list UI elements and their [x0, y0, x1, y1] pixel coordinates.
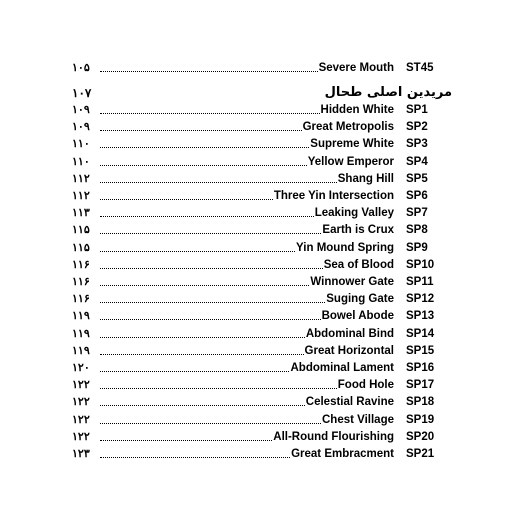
entry-title: Hidden White [320, 104, 394, 116]
page-number: ۱۲۲ [72, 396, 90, 409]
entry-code: SP12 [406, 293, 435, 306]
entry-title: Yellow Emperor [307, 155, 394, 168]
entry-code: SP10 [406, 258, 435, 271]
entry-code: SP19 [406, 413, 435, 426]
entry-title: Sea of Blood [323, 258, 394, 271]
dot-leader [100, 319, 321, 320]
dot-leader [100, 182, 337, 183]
entry-title: Supreme White [310, 138, 394, 151]
entry-title: Abdominal Bind [305, 327, 394, 340]
entry-code: SP4 [406, 155, 428, 168]
toc-entry [72, 153, 452, 169]
entry-code: SP14 [406, 327, 435, 340]
page-number: ۱۱۵ [72, 241, 90, 254]
toc-entry [72, 118, 452, 134]
dot-leader [100, 268, 323, 269]
dot-leader [100, 371, 289, 372]
page-number: ۱۰۵ [72, 62, 90, 74]
toc-entry [72, 273, 452, 289]
entry-code: SP3 [406, 138, 428, 151]
entry-title: Earth is Crux [322, 224, 394, 237]
dot-leader [100, 216, 314, 217]
toc-entry-st45 [72, 59, 452, 75]
toc-entry [72, 445, 452, 461]
page-number: ۱۱۹ [72, 344, 90, 357]
entry-code: SP18 [406, 396, 435, 409]
toc-entry [72, 342, 452, 358]
section-title: مریدین اصلی طحال [324, 85, 452, 100]
dot-leader [100, 233, 321, 234]
dot-leader [100, 113, 320, 114]
dot-leader [100, 405, 305, 406]
dot-leader [100, 165, 307, 166]
page-number: ۱۲۳ [72, 448, 90, 460]
dot-leader [100, 302, 325, 303]
toc-entry [72, 170, 452, 186]
dot-leader [100, 440, 272, 441]
dot-leader [100, 251, 295, 252]
toc-entry [72, 290, 452, 306]
entry-code: SP1 [406, 104, 428, 116]
entry-title: Leaking Valley [314, 207, 394, 220]
page-number: ۱۱۲ [72, 190, 90, 202]
toc-entry [72, 411, 452, 427]
toc-entry [72, 376, 452, 392]
toc-entry [72, 325, 452, 341]
page-number: ۱۱۲ [72, 172, 90, 185]
entry-title: Great Embracment [291, 448, 394, 460]
page-number: ۱۱۵ [72, 224, 90, 237]
toc-entry [72, 221, 452, 237]
entry-title: Bowel Abode [321, 310, 394, 323]
page-number: ۱۲۲ [72, 413, 90, 426]
entry-code: SP5 [406, 172, 428, 185]
page-number: ۱۱۳ [72, 207, 90, 220]
dot-leader [100, 457, 290, 458]
entry-title: Three Yin Intersection [273, 190, 394, 202]
toc-entry [72, 359, 452, 375]
dot-leader [100, 71, 318, 72]
entry-title: Severe Mouth [318, 62, 394, 74]
entry-code: SP9 [406, 241, 428, 254]
page-number: ۱۱۰ [72, 155, 90, 168]
entry-code: SP8 [406, 224, 428, 237]
toc-entry [72, 204, 452, 220]
toc-entry [72, 239, 452, 255]
toc-entry [72, 428, 452, 444]
page-number: ۱۱۹ [72, 327, 90, 340]
entry-code: SP2 [406, 121, 428, 134]
section-page-number: ۱۰۷ [72, 86, 92, 100]
toc-entry [72, 187, 452, 203]
entry-code: SP16 [406, 362, 435, 374]
dot-leader [100, 337, 305, 338]
entry-code: SP15 [406, 344, 435, 357]
dot-leader [100, 147, 309, 148]
page-number: ۱۲۲ [72, 379, 90, 392]
toc-entry [72, 256, 452, 272]
page-number: ۱۰۹ [72, 121, 90, 134]
page-number: ۱۲۲ [72, 430, 90, 443]
entry-code: SP13 [406, 310, 435, 323]
page-number: ۱۱۹ [72, 310, 90, 323]
page-number: ۱۱۰ [72, 138, 90, 151]
entry-code: SP11 [406, 276, 434, 288]
entry-title: Great Metropolis [302, 121, 394, 134]
dot-leader [100, 354, 304, 355]
entry-code: ST45 [406, 62, 434, 74]
entry-code: SP20 [406, 430, 435, 443]
entry-title: Food Hole [337, 379, 394, 392]
page-number: ۱۱۶ [72, 293, 90, 306]
entry-title: Abdominal Lament [290, 362, 394, 374]
toc-entry [72, 135, 452, 151]
toc-entry [72, 101, 452, 117]
entry-title: Yin Mound Spring [296, 241, 394, 254]
page-number: ۱۲۰ [72, 362, 90, 374]
entry-code: SP6 [406, 190, 428, 202]
dot-leader [100, 199, 273, 200]
dot-leader [100, 423, 321, 424]
page-number: ۱۱۶ [72, 276, 90, 288]
entry-title: Shang Hill [337, 172, 394, 185]
entry-title: Celestial Ravine [305, 396, 394, 409]
entry-title: Great Horizontal [304, 344, 394, 357]
entry-title: Winnower Gate [310, 276, 394, 288]
entry-code: SP7 [406, 207, 428, 220]
dot-leader [100, 130, 302, 131]
dot-leader [100, 285, 309, 286]
dot-leader [100, 388, 337, 389]
page-number: ۱۱۶ [72, 258, 90, 271]
toc-entry [72, 307, 452, 323]
entry-title: Chest Village [321, 413, 394, 426]
entry-title: All-Round Flourishing [273, 430, 394, 443]
entry-code: SP21 [406, 448, 435, 460]
entry-title: Suging Gate [326, 293, 394, 306]
toc-entry [72, 393, 452, 409]
entry-code: SP17 [406, 379, 435, 392]
page-number: ۱۰۹ [72, 104, 90, 116]
section-heading [72, 82, 452, 100]
